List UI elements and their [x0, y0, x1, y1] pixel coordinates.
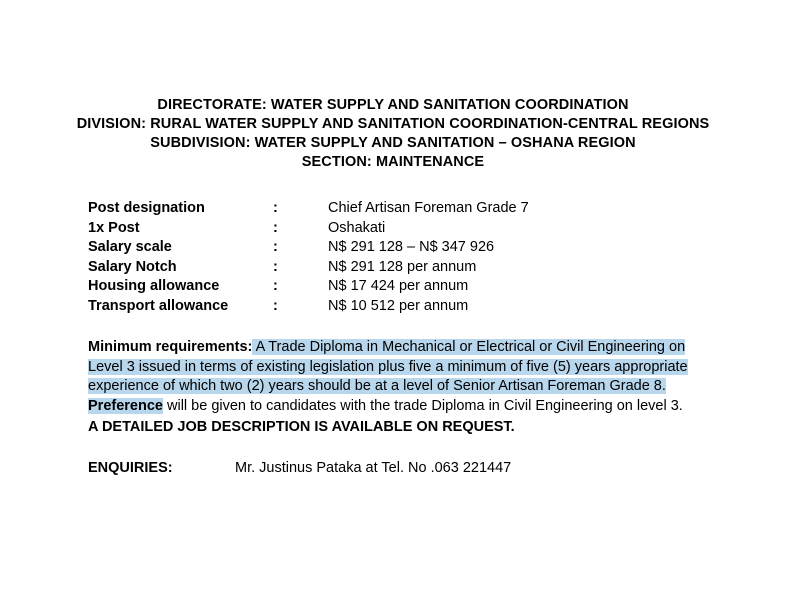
detail-label: Transport allowance [88, 297, 229, 314]
detail-value: N$ 10 512 per annum [328, 297, 469, 314]
enquiries-block [88, 459, 698, 479]
minimum-requirements-label: Minimum requirements: [88, 339, 253, 355]
table-row [88, 277, 688, 297]
detail-separator: : [273, 278, 278, 294]
table-row [88, 199, 688, 219]
detail-separator: : [273, 239, 278, 255]
detail-label: Post designation [88, 200, 205, 216]
enquiries-label: ENQUIRIES: [88, 459, 173, 476]
detail-label: Salary Notch [88, 258, 177, 275]
header-line-directorate: DIRECTORATE: WATER SUPPLY AND SANITATION COORDINATION [157, 97, 629, 113]
document-header [0, 96, 786, 172]
preference-paragraph [88, 397, 698, 417]
job-description-note: A DETAILED JOB DESCRIPTION IS AVAILABLE ON REQUEST. [88, 419, 515, 435]
detail-separator: : [273, 258, 278, 275]
detail-value: Chief Artisan Foreman Grade 7 [328, 200, 529, 216]
detail-value: Oshakati [328, 219, 386, 236]
detail-label: 1x Post [88, 219, 140, 236]
minimum-requirements-text: A Trade Diploma in Mechanical or Electrical or Civil Engineering on Level 3 issued in terms of existing legislation plus five a minimum of five (5) years appropriate experience of which two (2) years should be at a level of Senior Artisan Foreman Grade 8. [88, 339, 688, 394]
preference-text: will be given to candidates with the trade Diploma in Civil Engineering on level 3. [162, 397, 683, 414]
detail-separator: : [273, 219, 278, 236]
detail-value: N$ 291 128 – N$ 347 926 [328, 239, 495, 255]
detail-value: N$ 17 424 per annum [328, 278, 469, 294]
post-details-table [88, 199, 688, 316]
table-row [88, 258, 688, 278]
preference-label: Preference [88, 397, 163, 414]
table-row [88, 297, 688, 317]
detail-separator: : [273, 200, 278, 216]
header-line-subdivision: SUBDIVISION: WATER SUPPLY AND SANITATION – OSHANA REGION [150, 135, 636, 151]
document-body [88, 338, 698, 438]
enquiries-value: Mr. Justinus Pataka at Tel. No .063 221447 [235, 459, 512, 476]
detail-label: Salary scale [88, 239, 172, 255]
header-line-section: SECTION: MAINTENANCE [301, 154, 485, 170]
detail-value: N$ 291 128 per annum [328, 258, 477, 275]
minimum-requirements-paragraph [88, 338, 698, 397]
header-line-division: DIVISION: RURAL WATER SUPPLY AND SANITATION COORDINATION-CENTRAL REGIONS [76, 116, 710, 132]
table-row [88, 238, 688, 258]
detail-label: Housing allowance [88, 278, 220, 294]
document-page [0, 96, 786, 599]
table-row [88, 219, 688, 239]
detail-separator: : [273, 297, 278, 314]
